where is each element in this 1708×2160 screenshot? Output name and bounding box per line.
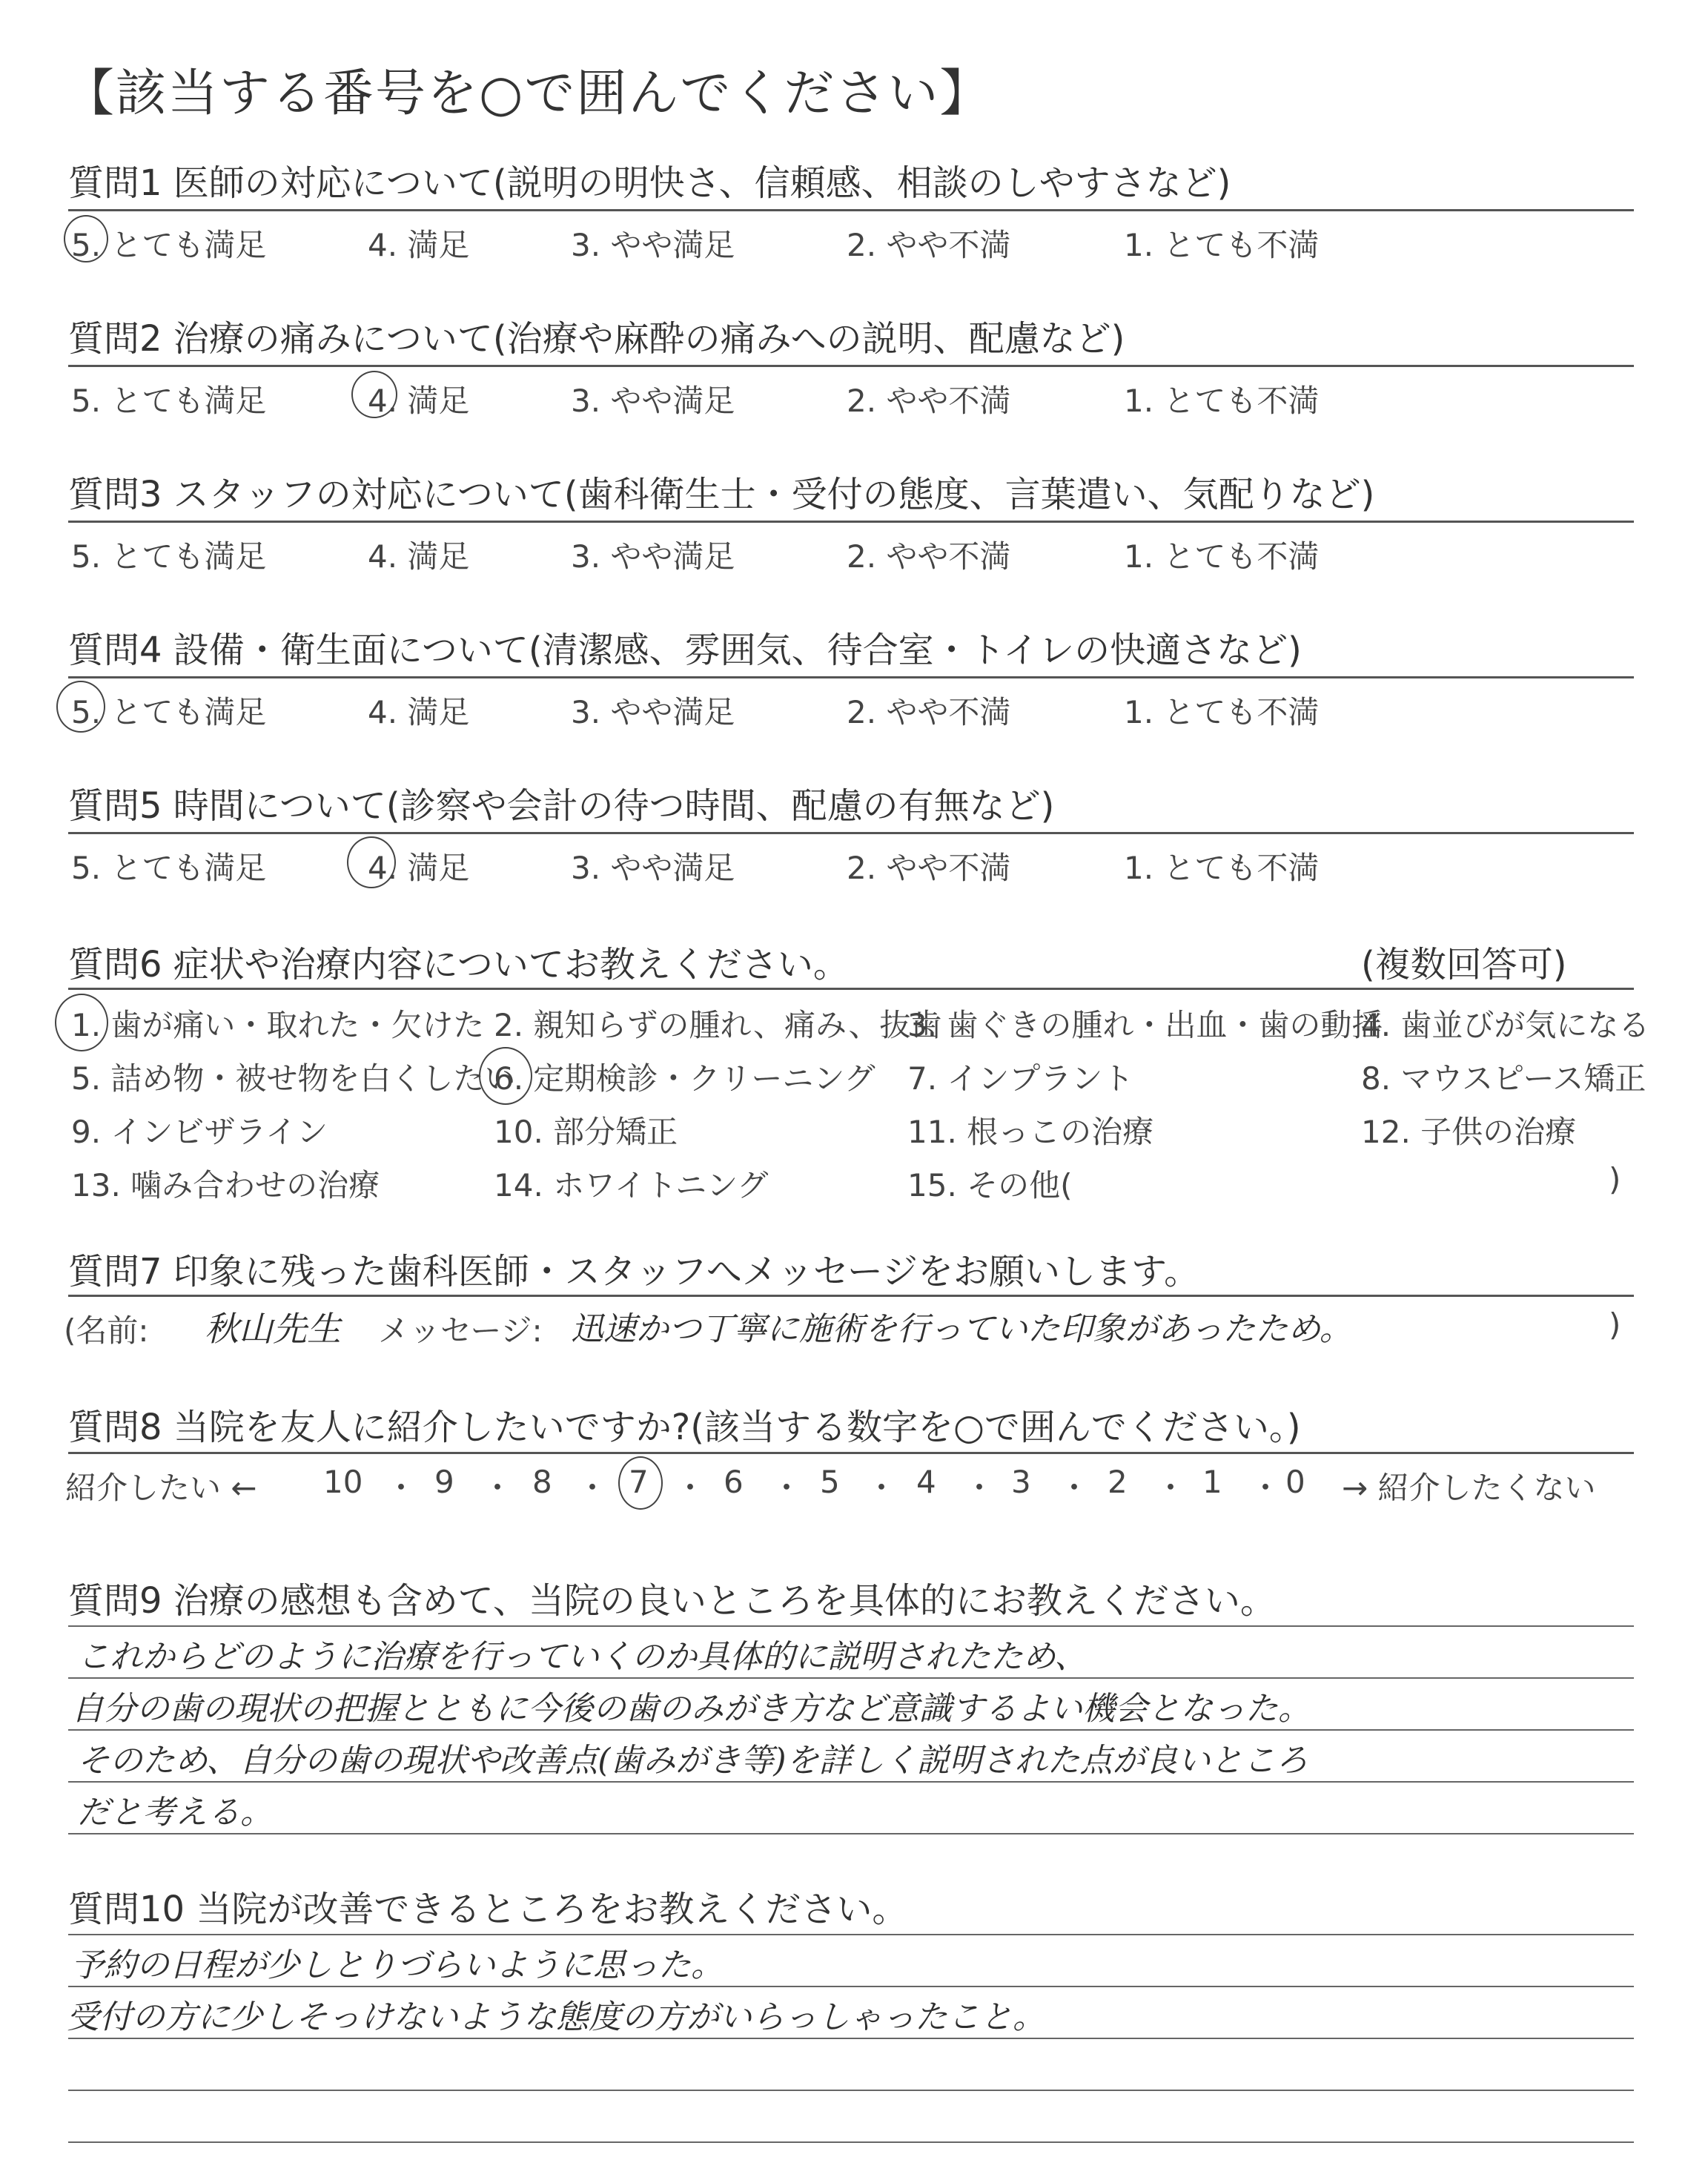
q4-selection-circle xyxy=(56,681,105,733)
q4-option-2[interactable]: 2. やや不満 xyxy=(847,694,1011,730)
q6-option-14[interactable]: 14. ホワイトニング xyxy=(494,1167,769,1203)
q7-divider xyxy=(68,1295,1634,1297)
q2-heading: 質問2 治療の痛みについて(治療や麻酔の痛みへの説明、配慮など) xyxy=(68,318,1125,360)
q8-number-5[interactable]: 5 xyxy=(820,1464,840,1500)
q8-sep: ・ xyxy=(771,1470,803,1506)
q6-option-12[interactable]: 12. 子供の治療 xyxy=(1361,1114,1577,1150)
q7-heading: 質問7 印象に残った歯科医師・スタッフへメッセージをお願いします。 xyxy=(68,1251,1200,1292)
q7-message-label: メッセージ: xyxy=(378,1312,543,1349)
q9-heading: 質問9 治療の感想も含めて、当院の良いところを具体的にお教えください。 xyxy=(68,1580,1276,1622)
q8-number-7[interactable]: 7 xyxy=(629,1464,649,1500)
q1-option-4[interactable]: 4. 満足 xyxy=(368,227,470,263)
q9-answer-line-1[interactable]: これからどのように治療を行っていくのか具体的に説明されたため、 xyxy=(77,1638,1088,1676)
q2-divider xyxy=(68,365,1634,367)
q8-number-9[interactable]: 9 xyxy=(434,1464,454,1500)
q6-option-10[interactable]: 10. 部分矯正 xyxy=(494,1114,678,1150)
q8-sep: ・ xyxy=(1250,1470,1282,1506)
q6-selection-circle-6 xyxy=(479,1047,532,1105)
q3-option-3[interactable]: 3. やや満足 xyxy=(571,538,735,575)
q10-line-4 xyxy=(68,2090,1634,2091)
q5-option-4[interactable]: 4. 満足 xyxy=(368,850,470,886)
q4-option-4[interactable]: 4. 満足 xyxy=(368,694,470,730)
q9-line-2 xyxy=(68,1677,1634,1679)
q8-number-6[interactable]: 6 xyxy=(724,1464,744,1500)
q2-option-3[interactable]: 3. やや満足 xyxy=(571,383,735,419)
q1-option-1[interactable]: 1. とても不満 xyxy=(1124,227,1320,263)
q8-sep: ・ xyxy=(1155,1470,1187,1506)
q1-selection-circle xyxy=(64,215,108,262)
q10-line-2 xyxy=(68,1986,1634,1987)
q8-heading: 質問8 当院を友人に紹介したいですか?(該当する数字を○で囲んでください。) xyxy=(68,1407,1301,1448)
q4-option-1[interactable]: 1. とても不満 xyxy=(1124,694,1320,730)
q6-option-1[interactable]: 1. 歯が痛い・取れた・欠けた xyxy=(71,1007,485,1043)
q8-sep: ・ xyxy=(385,1470,417,1506)
q6-option-2[interactable]: 2. 親知らずの腫れ、痛み、抜歯 xyxy=(494,1007,942,1043)
q4-option-5[interactable]: 5. とても満足 xyxy=(71,694,267,730)
q5-option-3[interactable]: 3. やや満足 xyxy=(571,850,735,886)
q6-heading: 質問6 症状や治療内容についてお教えください。 xyxy=(68,944,849,985)
q8-number-3[interactable]: 3 xyxy=(1011,1464,1031,1500)
q6-selection-circle-1 xyxy=(55,994,108,1051)
q8-sep: ・ xyxy=(1059,1470,1090,1506)
q2-selection-circle xyxy=(351,371,397,418)
q1-divider xyxy=(68,209,1634,211)
q8-sep: ・ xyxy=(577,1470,609,1506)
q3-option-1[interactable]: 1. とても不満 xyxy=(1124,538,1320,575)
q8-number-1[interactable]: 1 xyxy=(1202,1464,1222,1500)
q10-line-3 xyxy=(68,2038,1634,2039)
q9-line-1 xyxy=(68,1625,1634,1627)
q1-option-3[interactable]: 3. やや満足 xyxy=(571,227,735,263)
q8-left-label: 紹介したい ← xyxy=(65,1470,257,1506)
q2-option-5[interactable]: 5. とても満足 xyxy=(71,383,267,419)
q7-name-label: (名前: xyxy=(64,1312,149,1349)
q9-line-5 xyxy=(68,1833,1634,1834)
q8-number-8[interactable]: 8 xyxy=(532,1464,552,1500)
q8-number-10[interactable]: 10 xyxy=(323,1464,363,1500)
q6-option-4[interactable]: 4. 歯並びが気になる xyxy=(1361,1007,1650,1043)
q5-option-2[interactable]: 2. やや不満 xyxy=(847,850,1011,886)
q8-sep: ・ xyxy=(482,1470,514,1506)
q6-option-8[interactable]: 8. マウスピース矯正 xyxy=(1361,1060,1646,1097)
q6-option-9[interactable]: 9. インビザライン xyxy=(71,1114,328,1150)
q6-multiple-note: (複数回答可) xyxy=(1361,944,1567,985)
q10-line-5 xyxy=(68,2141,1634,2143)
q6-divider xyxy=(68,988,1634,990)
q4-divider xyxy=(68,676,1634,678)
q1-option-2[interactable]: 2. やや不満 xyxy=(847,227,1011,263)
q5-divider xyxy=(68,832,1634,834)
q3-option-5[interactable]: 5. とても満足 xyxy=(71,538,267,575)
q9-line-3 xyxy=(68,1729,1634,1731)
q6-option-7[interactable]: 7. インプラント xyxy=(907,1060,1134,1097)
q3-divider xyxy=(68,521,1634,523)
q8-number-2[interactable]: 2 xyxy=(1108,1464,1128,1500)
q9-answer-line-4[interactable]: だと考える。 xyxy=(77,1794,273,1832)
q1-option-5[interactable]: 5. とても満足 xyxy=(71,227,267,263)
q2-option-2[interactable]: 2. やや不満 xyxy=(847,383,1011,419)
q5-heading: 質問5 時間について(診察や会計の待つ時間、配慮の有無など) xyxy=(68,785,1055,827)
q4-heading: 質問4 設備・衛生面について(清潔感、雰囲気、待合室・トイレの快適さなど) xyxy=(68,630,1302,671)
q2-option-4[interactable]: 4. 満足 xyxy=(368,383,470,419)
q8-divider xyxy=(68,1452,1634,1454)
q8-number-0[interactable]: 0 xyxy=(1285,1464,1305,1500)
q3-option-4[interactable]: 4. 満足 xyxy=(368,538,470,575)
q3-heading: 質問3 スタッフの対応について(歯科衛生士・受付の態度、言葉遣い、気配りなど) xyxy=(68,474,1375,515)
q9-answer-line-2[interactable]: 自分の歯の現状の把握とともに今後の歯のみがき方など意識するよい機会となった。 xyxy=(71,1690,1311,1728)
q5-option-5[interactable]: 5. とても満足 xyxy=(71,850,267,886)
q6-option-13[interactable]: 13. 噛み合わせの治療 xyxy=(71,1167,380,1203)
q8-sep: ・ xyxy=(675,1470,706,1506)
q5-selection-circle xyxy=(347,836,396,888)
q6-option-3[interactable]: 3. 歯ぐきの腫れ・出血・歯の動揺 xyxy=(907,1007,1383,1043)
q6-option-6[interactable]: 6. 定期検診・クリーニング xyxy=(494,1060,875,1097)
form-title: 【該当する番号を○で囲んでください】 xyxy=(64,65,992,123)
q2-option-1[interactable]: 1. とても不満 xyxy=(1124,383,1320,419)
q10-heading: 質問10 当院が改善できるところをお教えください。 xyxy=(68,1889,908,1930)
q8-number-4[interactable]: 4 xyxy=(916,1464,936,1500)
q5-option-1[interactable]: 1. とても不満 xyxy=(1124,850,1320,886)
q1-heading: 質問1 医師の対応について(説明の明快さ、信頼感、相談のしやすさなど) xyxy=(68,162,1231,204)
q3-option-2[interactable]: 2. やや不満 xyxy=(847,538,1011,575)
q4-option-3[interactable]: 3. やや満足 xyxy=(571,694,735,730)
q9-line-4 xyxy=(68,1781,1634,1783)
q8-selection-circle xyxy=(618,1456,663,1510)
q6-option-11[interactable]: 11. 根っこの治療 xyxy=(907,1114,1154,1150)
q7-close-paren: ) xyxy=(1609,1307,1621,1343)
q9-answer-line-3[interactable]: そのため、自分の歯の現状や改善点(歯みがき等)を詳しく説明された点が良いところ xyxy=(77,1742,1308,1780)
q6-other-close-paren: ) xyxy=(1609,1161,1621,1198)
q6-option-15[interactable]: 15. その他( xyxy=(907,1167,1073,1203)
q8-right-label: → 紹介したくない xyxy=(1342,1470,1596,1506)
q8-sep: ・ xyxy=(866,1470,898,1506)
q7-name-value[interactable]: 秋山先生 xyxy=(205,1309,341,1349)
q10-answer-line-2[interactable]: 受付の方に少しそっけないような態度の方がいらっしゃったこと。 xyxy=(67,1998,1045,2036)
q10-answer-line-1[interactable]: 予約の日程が少しとりづらいように思った。 xyxy=(71,1946,724,1984)
q8-sep: ・ xyxy=(964,1470,996,1506)
q6-option-5[interactable]: 5. 詰め物・被せ物を白くしたい xyxy=(71,1060,516,1097)
q10-line-1 xyxy=(68,1934,1634,1935)
q7-message-value[interactable]: 迅速かつ丁寧に施術を行っていた印象があったため。 xyxy=(571,1310,1352,1348)
